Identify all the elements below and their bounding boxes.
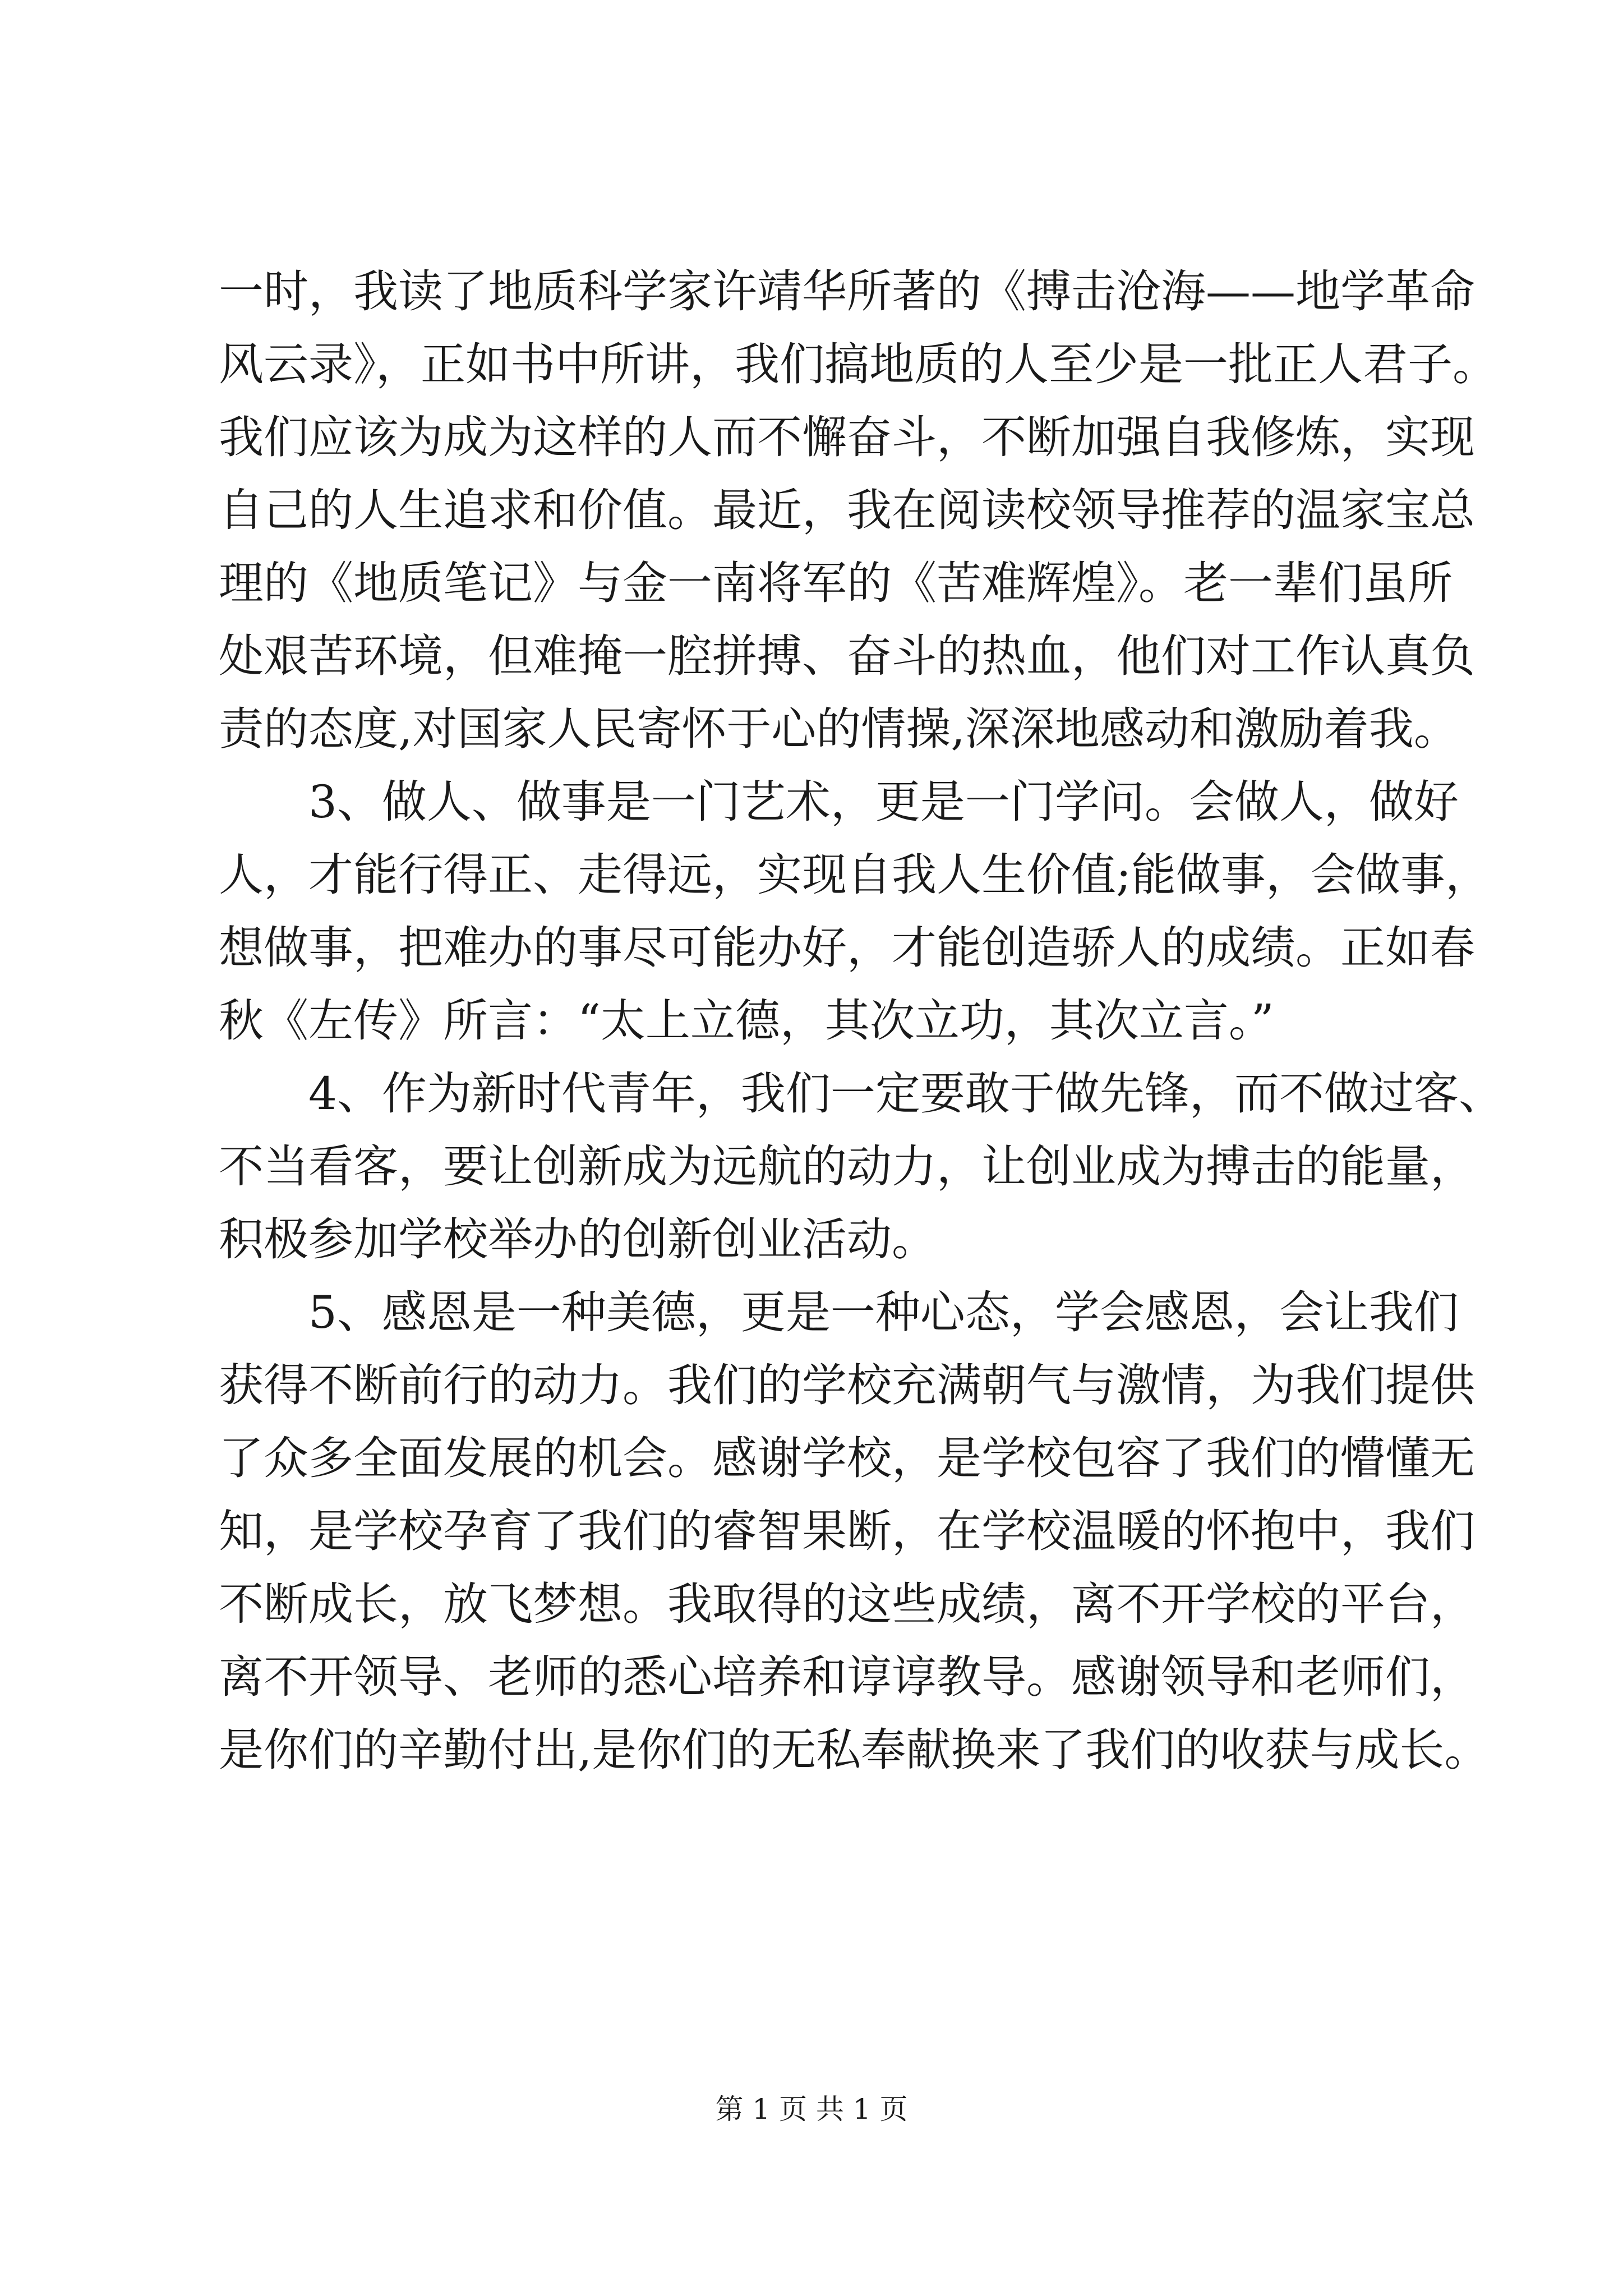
- text-line: 离不开领导、老师的悉心培养和谆谆教导。感谢领导和老师们，: [219, 1651, 1475, 1703]
- text-line: 知，是学校孕育了我们的睿智果断，在学校温暖的怀抱中，我们: [219, 1505, 1475, 1557]
- text-line: 4、作为新时代青年，我们一定要敢于做先锋，而不做过客、: [308, 1068, 1504, 1120]
- text-line: 3、做人、做事是一门艺术，更是一门学问。会做人，做好: [308, 776, 1459, 828]
- page-number-label: 第 1 页 共 1 页: [715, 2093, 908, 2125]
- text-line: 5、感恩是一种美德，更是一种心态，学会感恩，会让我们: [308, 1286, 1459, 1338]
- text-line: 理的《地质笔记》与金一南将军的《苦难辉煌》。老一辈们虽所: [219, 557, 1453, 609]
- text-line: 我们应该为成为这样的人而不懈奋斗，不断加强自我修炼，实现: [219, 411, 1475, 463]
- text-line: 不当看客，要让创新成为远航的动力，让创业成为搏击的能量，: [219, 1140, 1475, 1193]
- text-line: 获得不断前行的动力。我们的学校充满朝气与激情，为我们提供: [219, 1359, 1475, 1411]
- text-line: 不断成长，放飞梦想。我取得的这些成绩，离不开学校的平台，: [219, 1578, 1475, 1630]
- text-line: 风云录》，正如书中所讲，我们搞地质的人至少是一批正人君子。: [219, 338, 1497, 390]
- text-line: 人，才能行得正、走得远，实现自我人生价值;能做事，会做事，: [219, 849, 1490, 901]
- text-line: 积极参加学校举办的创新创业活动。: [219, 1213, 937, 1266]
- text-line: 处艰苦环境，但难掩一腔拼搏、奋斗的热血，他们对工作认真负: [219, 630, 1475, 682]
- page-footer: [0, 2087, 1623, 2127]
- text-line: 想做事，把难办的事尽可能办好，才能创造骄人的成绩。正如春: [219, 922, 1475, 974]
- text-line: 责的态度,对国家人民寄怀于心的情操,深深地感动和激励着我。: [219, 703, 1459, 755]
- text-line: 一时，我读了地质科学家许靖华所著的《搏击沧海——地学革命: [219, 265, 1475, 318]
- text-line: 自己的人生追求和价值。最近，我在阅读校领导推荐的温家宝总: [219, 484, 1475, 536]
- text-line: 是你们的辛勤付出,是你们的无私奉献换来了我们的收获与成长。: [219, 1724, 1490, 1776]
- text-line: 秋《左传》所言：“太上立德，其次立功，其次立言。”: [219, 995, 1274, 1047]
- document-body: [219, 255, 1504, 1787]
- text-line: 了众多全面发展的机会。感谢学校，是学校包容了我们的懵懂无: [219, 1432, 1475, 1484]
